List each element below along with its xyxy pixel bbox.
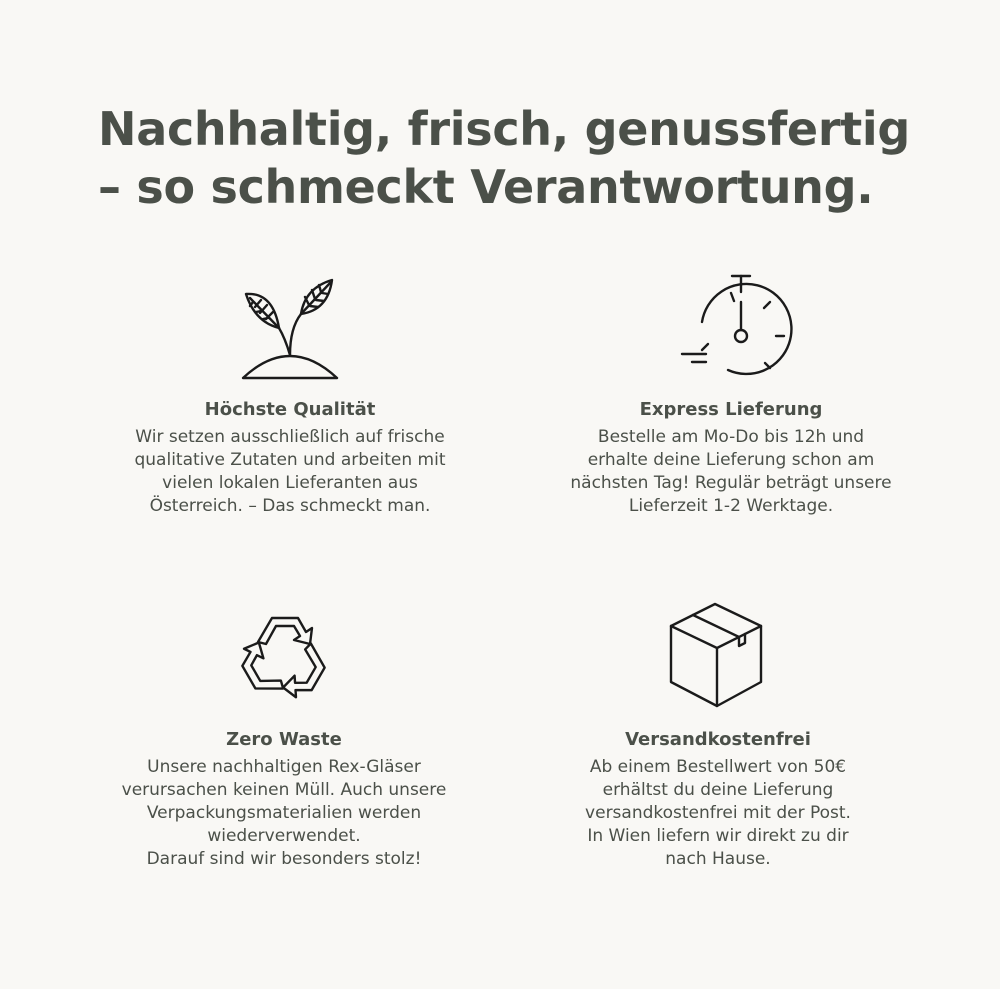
feature-express-delivery <box>531 270 931 518</box>
description-line: versandkostenfrei mit der Post. <box>585 803 851 823</box>
description-line: Österreich. – Das schmeckt man. <box>149 496 431 516</box>
description-line: Verpackungsmaterialien werden <box>146 803 422 823</box>
feature-free-shipping <box>518 600 918 871</box>
feature-description <box>531 426 931 518</box>
feature-description <box>90 426 490 518</box>
description-line: erhältst du deine Lieferung <box>602 780 834 800</box>
description-line: nächsten Tag! Regulär beträgt unsere <box>570 473 892 493</box>
description-line: qualitative Zutaten und arbeiten mit <box>134 450 446 470</box>
description-line: Darauf sind wir besonders stolz! <box>146 849 422 869</box>
headline-line-1: Nachhaltig, frisch, genussfertig <box>98 102 910 156</box>
recycle-icon <box>229 600 339 712</box>
feature-description <box>518 756 918 871</box>
description-line: verursachen keinen Müll. Auch unsere <box>121 780 447 800</box>
feature-zero-waste <box>84 600 484 871</box>
feature-title: Express Lieferung <box>639 399 823 420</box>
stopwatch-icon <box>666 270 796 382</box>
description-line: Lieferzeit 1-2 Werktage. <box>628 496 834 516</box>
description-line: vielen lokalen Lieferanten aus <box>162 473 418 493</box>
seedling-icon <box>235 270 345 382</box>
description-line: Ab einem Bestellwert von 50€ <box>589 757 847 777</box>
description-line: wiederverwendet. <box>207 826 361 846</box>
feature-title: Höchste Qualität <box>204 399 376 420</box>
feature-description <box>84 756 484 871</box>
description-line: In Wien liefern wir direkt zu dir <box>587 826 849 846</box>
description-line: Unsere nachhaltigen Rex-Gläser <box>147 757 421 777</box>
package-box-icon <box>663 600 773 712</box>
feature-quality <box>90 270 490 518</box>
headline-line-2: – so schmeckt Verantwortung. <box>98 160 874 214</box>
description-line: erhalte deine Lieferung schon am <box>587 450 875 470</box>
feature-title: Versandkostenfrei <box>625 729 811 750</box>
description-line: nach Hause. <box>665 849 771 869</box>
page-headline <box>98 100 978 216</box>
feature-title: Zero Waste <box>226 729 342 750</box>
description-line: Wir setzen ausschließlich auf frische <box>135 427 445 447</box>
description-line: Bestelle am Mo-Do bis 12h und <box>597 427 865 447</box>
